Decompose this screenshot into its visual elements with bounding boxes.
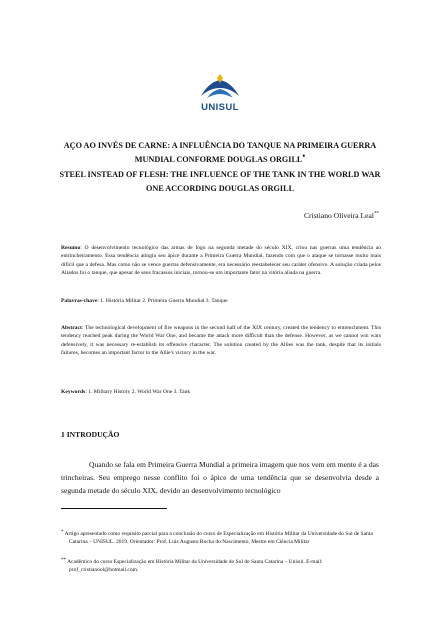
footnote-1-text: Artigo apresentado como requisito parcial para a conclusão do curso de Especialização em História Militar da Universidade do Sul de Santa Catarina – UNISUL. 2019. Orientador: Prof. Luiz Augusto Rocha do Nascimento, Mestre em Ciência Militar bbox=[64, 531, 373, 545]
author bbox=[304, 211, 379, 220]
abstract-paragraph bbox=[61, 324, 381, 358]
footnote-2 bbox=[61, 557, 381, 574]
section-heading: 1 INTRODUÇÃO bbox=[61, 430, 120, 439]
palavras-chave-text: : 1. História Militar 2. Primeira Guerra Mundial 3. Tanque bbox=[97, 298, 228, 304]
title-footnote-mark: • bbox=[302, 151, 306, 161]
unisul-logo-icon bbox=[197, 74, 243, 122]
abstract-text: : The technological development of fire weapons in the second half of the XIX century, created the tendency to entrenchment. This tendency reached peak during the World War One, and became the attack more difficult than the defense. However, as we cannot win wars defensively, it was necessary re-establish its offensive character. The solution created by the Allies was the tank, despite that its initials failures, becomes an important factor to the Allie's victory in the war. bbox=[61, 325, 381, 357]
title-portuguese bbox=[62, 139, 378, 167]
footnote-1 bbox=[61, 529, 381, 546]
abstract-label: Abstract bbox=[61, 325, 82, 331]
author-name: Cristiano Oliveira Leal bbox=[303, 211, 374, 220]
title-english: STEEL INSTEAD OF FLESH: THE INFLUENCE OF THE TANK IN THE WORLD WAR ONE ACCORDING DOUGLAS ORGILL bbox=[59, 170, 381, 193]
logo-text: UNISUL bbox=[201, 102, 239, 113]
resumo-label: Resumo bbox=[61, 245, 81, 251]
keywords-paragraph bbox=[61, 388, 381, 396]
keywords-label: Keywords bbox=[61, 389, 86, 395]
footnote-divider bbox=[61, 508, 167, 509]
resumo-text: : O desenvolvimento tecnológico das armas de fogo na segunda metade do século XIX, criou nas guerras uma tendência ao entrincheiramento. Essa tendência atingiu seu ápice durante a Primeira Guerra Mundial, fazendo com que o ataque se tornasse muito mais difícil que a defesa. Mas como não se vence guerras defensivamente, era necessário reestabelecer seu caráter ofensivo. A solução criada pelos Aliados foi o tanque, que apesar de seus fracassos iniciais, tornou-se um importante fator na vitória aliada na guerra. bbox=[61, 245, 381, 277]
author-footnote-mark: ** bbox=[374, 211, 379, 217]
footnote-1-mark: * bbox=[61, 530, 64, 535]
footnote-2-mark: ** bbox=[61, 558, 66, 563]
keywords-text: : 1. Military History 2. World War One 3. Tank bbox=[85, 389, 191, 395]
palavras-chave-label: Palavras-chave bbox=[61, 298, 98, 304]
intro-paragraph: Quando se fala em Primeira Guerra Mundial a primeira imagem que nos vem em mente é a das trincheiras. Seu emprego nesse conflito foi o ápice de uma tendência que se desenvolvia desde a segunda metade do século XIX, devido ao desenvolvimento tecnológico bbox=[61, 460, 379, 496]
footnote-2-text: Acadêmico do curso Especialização em História Militar da Universidade do Sul de Santa Catarina – Unisul. E-mail: prof_cristianool@hotmail.com. bbox=[67, 559, 323, 573]
palavras-chave-paragraph bbox=[61, 297, 381, 305]
title-pt-text: AÇO AO INVÉS DE CARNE: A INFLUÊNCIA DO TANQUE NA PRIMEIRA GUERRA MUNDIAL CONFORME DOUGLAS ORGILL bbox=[63, 141, 377, 164]
resumo-paragraph bbox=[61, 244, 381, 278]
